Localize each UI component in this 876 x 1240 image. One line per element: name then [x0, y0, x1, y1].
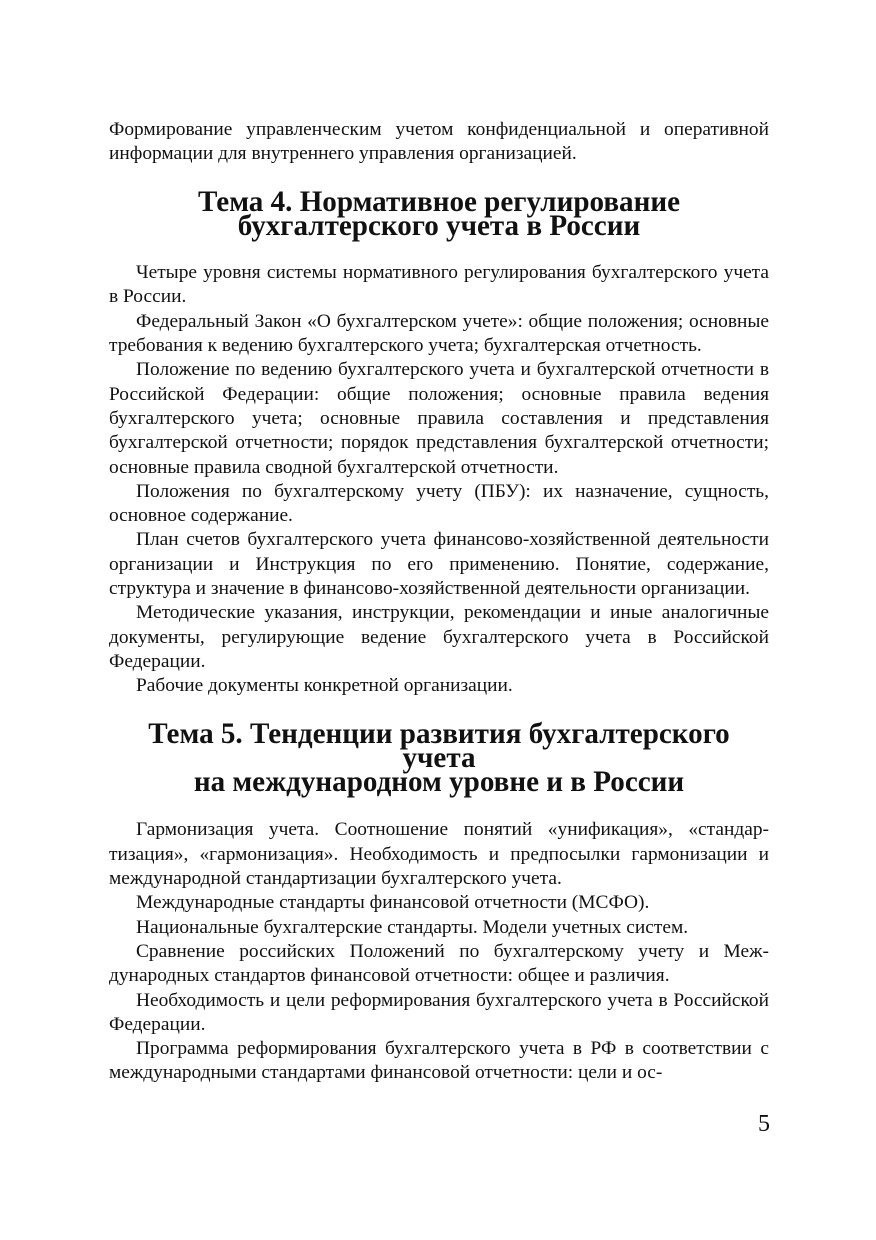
topic-4-paragraph: План счетов бухгалтерского учета финансово-хозяйственной деятельности организации и Инструкция по его применению. Понятие, содержание, структура и значение в финансово-хозяйственной деятельности организации.	[109, 529, 769, 600]
intro-paragraph: Формирование управленческим учетом конфиденциальной и оперативной информации для внутреннего управления организацией.	[109, 119, 769, 165]
topic-5-paragraph: Национальные бухгалтерские стандарты. Модели учетных систем.	[136, 916, 689, 938]
topic-5-paragraph: Сравнение российских Положений по бухгалтерскому учету и Международных стандартов финансовой отчетности: общее и различия.	[109, 940, 769, 987]
topic-5-paragraph: Необходимость и цели реформирования бухгалтерского учета в Российской Федерации.	[109, 989, 769, 1035]
page-content	[109, 118, 769, 1086]
topic-4-paragraph: Положения по бухгалтерскому учету (ПБУ): их назначение, сущность, основное содержание.	[109, 480, 769, 527]
topic-4-paragraph: Четыре уровня системы нормативного регулирования бухгалтерского учета в России.	[109, 262, 769, 308]
topic-5-paragraph: Программа реформирования бухгалтерского учета в РФ в соответствии с международными стандартами финансовой отчетности: цели и ос-	[109, 1038, 769, 1084]
topic-4-paragraph: Положение по ведению бухгалтерского учета и бухгалтерской отчетности в Российской Федерации: общие положения; основные правила ведения бухгалтерского учета; основные правила составления и представления бухгалтерской отчетности; порядок представления бухгалтерской отчетности; основные правила сводной бухгалтерской отчетности.	[109, 359, 769, 478]
topic-5-heading	[109, 717, 769, 799]
topic-4-title: Тема 4. Нормативное регулирование бухгалтерского учета в России	[198, 185, 680, 242]
topic-4-paragraph: Рабочие документы конкретной организации.	[136, 675, 513, 697]
topic-5-paragraph: Международные стандарты финансовой отчетности (МСФО).	[136, 892, 650, 914]
topic-5-title-line-2: на международном уровне и в России	[193, 766, 685, 799]
topic-5-paragraph: Гармонизация учета. Соотношение понятий «унификация», «стандартизация», «гармонизация». Необходимость и предпосылки гармонизации и международной стандартизации бухгалтерского учета.	[109, 819, 769, 890]
topic-4-heading	[109, 185, 769, 242]
topic-4-paragraph: Методические указания, инструкции, рекомендации и иные аналогичные документы, регулирующие ведение бухгалтерского учета в Российской Федерации.	[109, 602, 769, 672]
topic-4-paragraph: Федеральный Закон «О бухгалтерском учете»: общие положения; основные требования к ведению бухгалтерского учета; бухгалтерская отчетность.	[109, 310, 769, 357]
page-number: 5	[758, 1111, 770, 1137]
topic-5-title-line-1: Тема 5. Тенденции развития бухгалтерского учета	[148, 717, 730, 774]
